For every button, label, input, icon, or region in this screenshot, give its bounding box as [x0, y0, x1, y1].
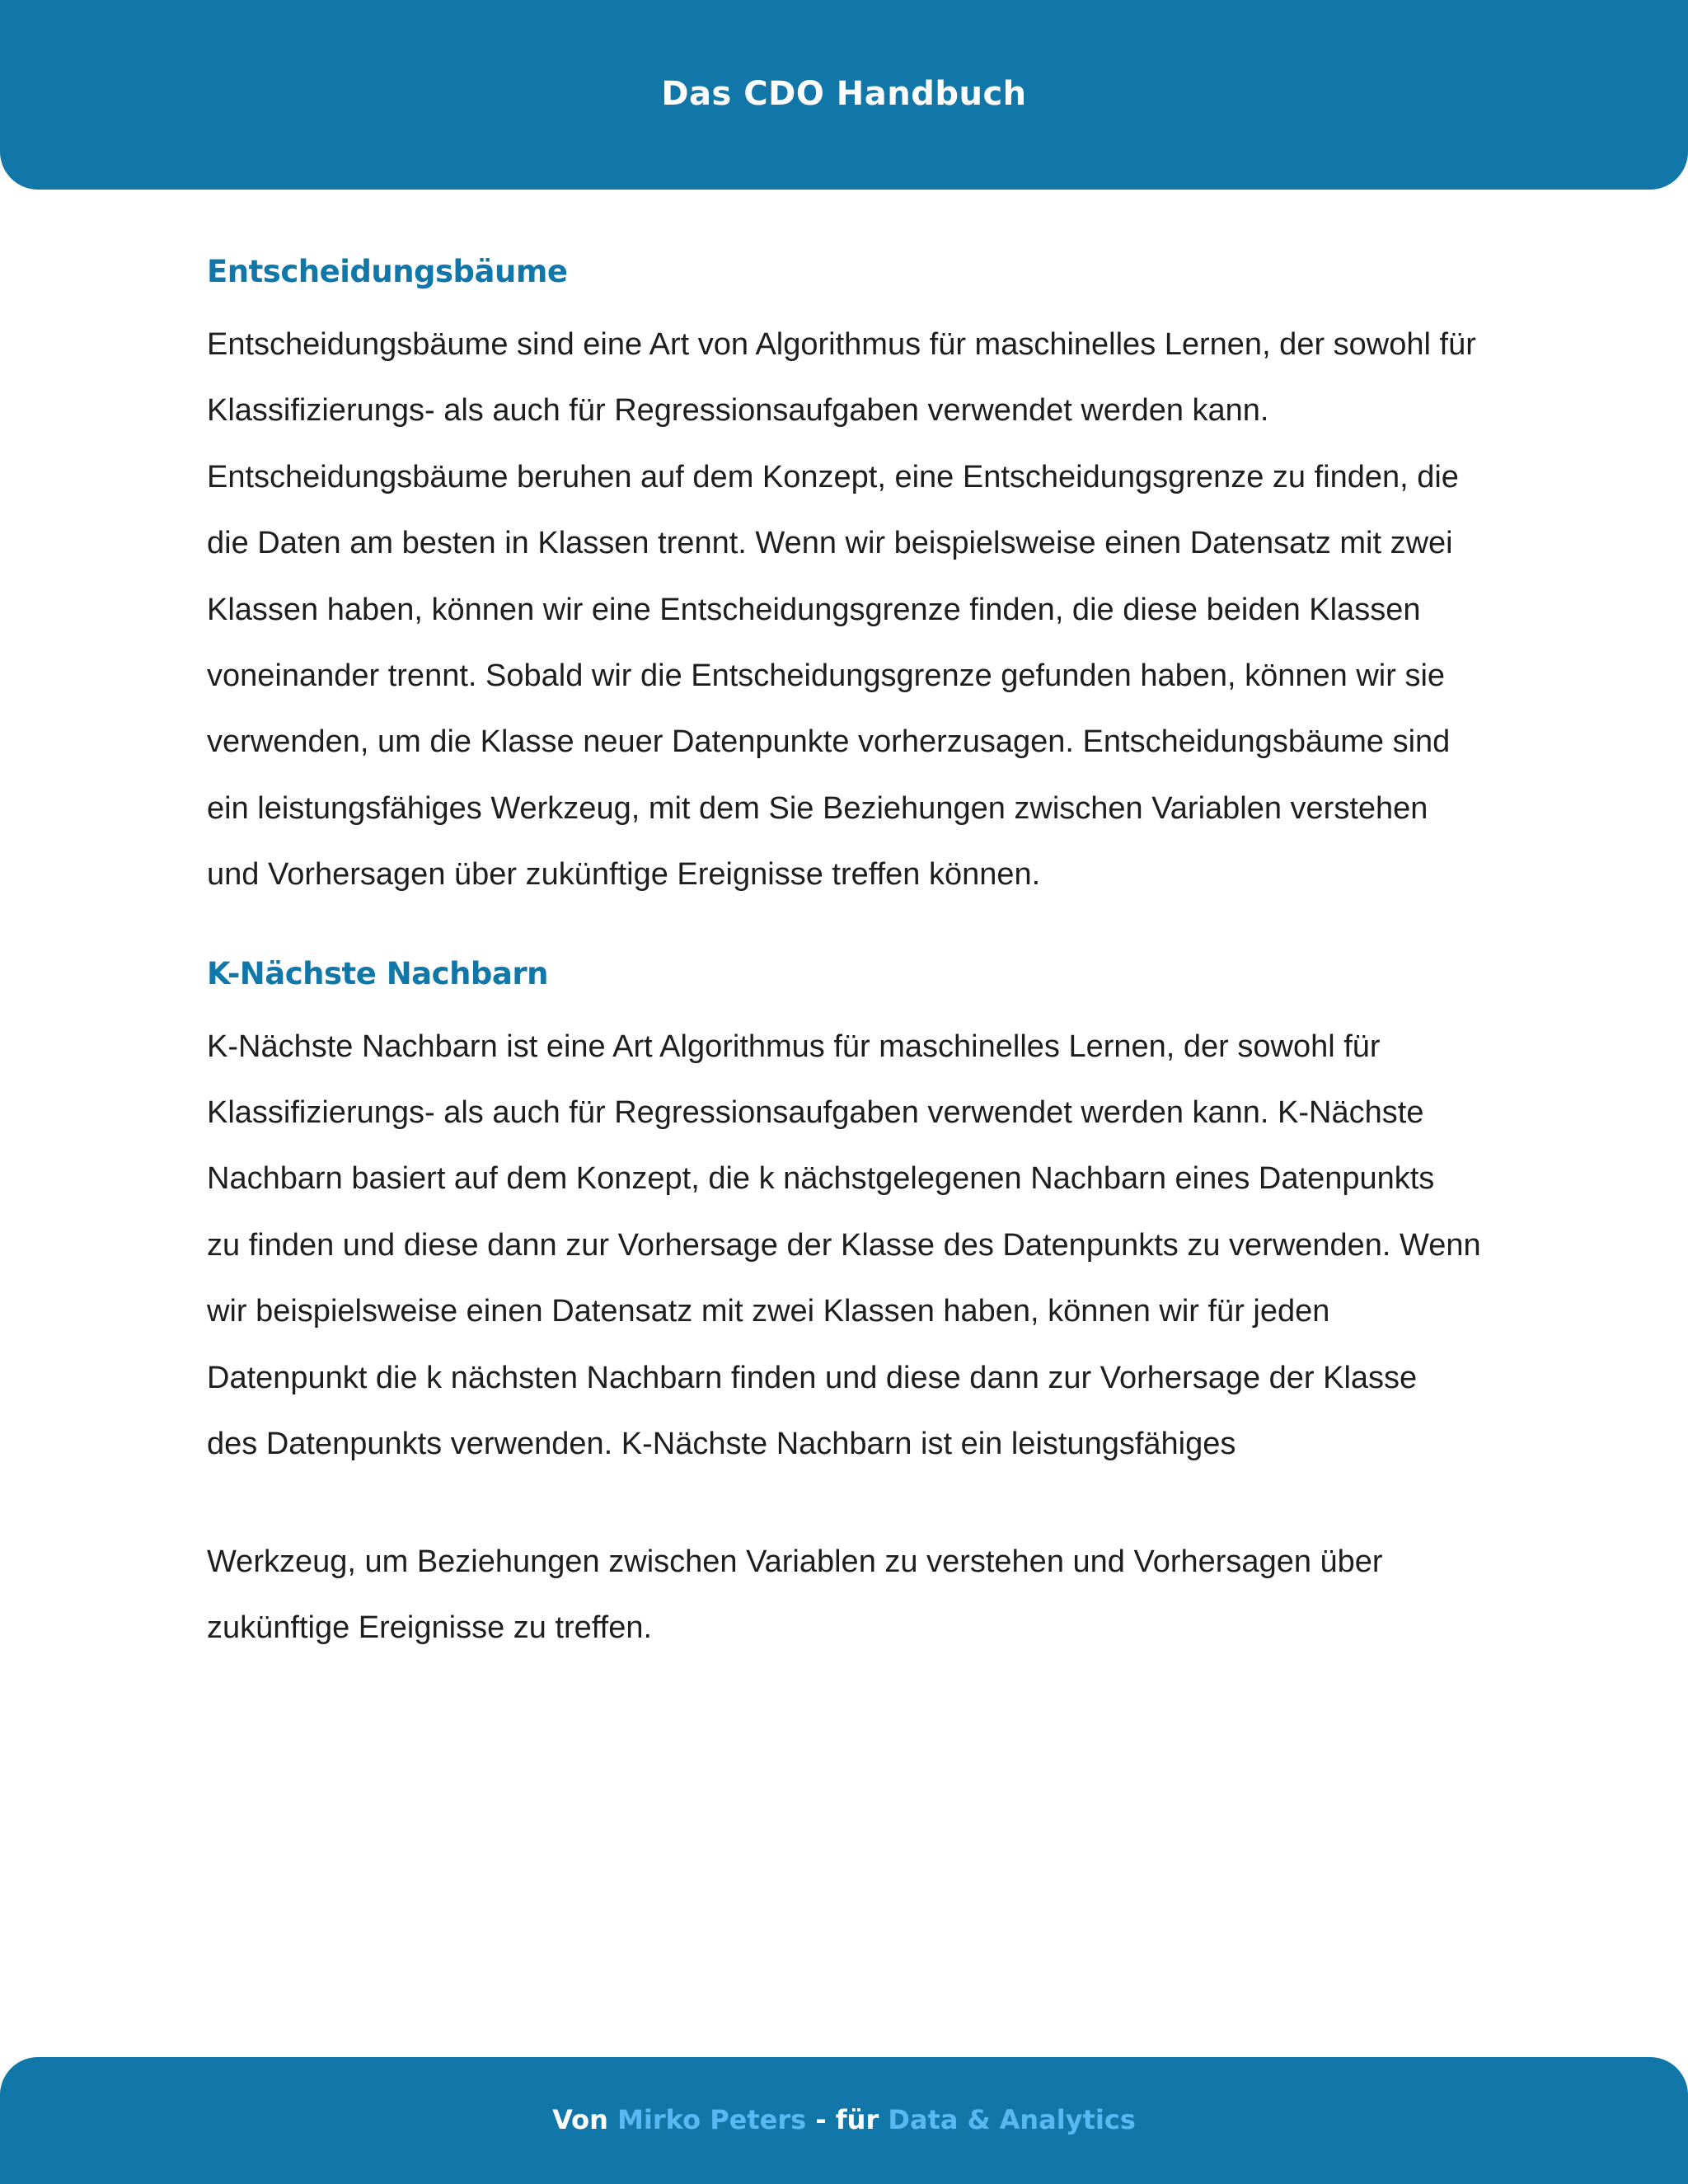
- paragraph-k-naechste-nachbarn: [207, 1014, 1493, 1478]
- text-line: Entscheidungsbäume sind eine Art von Algorithmus für maschinelles Lernen, der sowohl für: [207, 327, 1476, 362]
- footer-topic: Data & Analytics: [888, 2104, 1136, 2135]
- text-line: Klassen haben, können wir eine Entscheidungsgrenze finden, die diese beiden Klassen: [207, 592, 1421, 627]
- footer-prefix: Von: [552, 2104, 608, 2135]
- footer-middle: - für: [815, 2104, 879, 2135]
- text-line: Werkzeug, um Beziehungen zwischen Variablen zu verstehen und Vorhersagen über: [207, 1544, 1383, 1579]
- section-heading-entscheidungsbaeume: Entscheidungsbäume: [207, 254, 568, 289]
- text-line: Entscheidungsbäume beruhen auf dem Konzept, eine Entscheidungsgrenze zu finden, die: [207, 459, 1459, 494]
- text-line: zukünftige Ereignisse zu treffen.: [207, 1610, 653, 1645]
- text-line: und Vorhersagen über zukünftige Ereignisse treffen können.: [207, 857, 1041, 893]
- footer-author: Mirko Peters: [617, 2104, 807, 2135]
- text-line: die Daten am besten in Klassen trennt. Wenn wir beispielsweise einen Datensatz mit zwei: [207, 526, 1453, 561]
- main-content: [207, 247, 1493, 1661]
- text-line: K-Nächste Nachbarn ist eine Art Algorithmus für maschinelles Lernen, der sowohl für: [207, 1029, 1381, 1064]
- footer-credit: [0, 2102, 1688, 2138]
- paragraph-entscheidungsbaeume: [207, 312, 1493, 908]
- text-line: des Datenpunkts verwenden. K-Nächste Nachbarn ist ein leistungsfähiges: [207, 1427, 1236, 1462]
- section-heading-k-naechste-nachbarn: K-Nächste Nachbarn: [207, 955, 548, 991]
- text-line: Datenpunkt die k nächsten Nachbarn finden und diese dann zur Vorhersage der Klasse: [207, 1360, 1418, 1395]
- text-line: ein leistungsfähiges Werkzeug, mit dem Sie Beziehungen zwischen Variablen verstehen: [207, 790, 1428, 826]
- paragraph-k-naechste-nachbarn-continued: [207, 1529, 1493, 1661]
- page-header-title: Das CDO Handbuch: [661, 75, 1027, 113]
- text-line: Klassifizierungs- als auch für Regressionsaufgaben verwendet werden kann.: [207, 393, 1269, 429]
- text-line: voneinander trennt. Sobald wir die Entscheidungsgrenze gefunden haben, können wir sie: [207, 658, 1446, 694]
- text-line: zu finden und diese dann zur Vorhersage der Klasse des Datenpunkts zu verwenden. Wenn: [207, 1227, 1481, 1263]
- text-line: Klassifizierungs- als auch für Regressionsaufgaben verwendet werden kann. K-Nächste: [207, 1095, 1424, 1131]
- text-line: verwenden, um die Klasse neuer Datenpunkte vorherzusagen. Entscheidungsbäume sind: [207, 724, 1451, 760]
- text-line: Nachbarn basiert auf dem Konzept, die k nächstgelegenen Nachbarn eines Datenpunkts: [207, 1161, 1435, 1197]
- text-line: wir beispielsweise einen Datensatz mit zwei Klassen haben, können wir für jeden: [207, 1294, 1330, 1329]
